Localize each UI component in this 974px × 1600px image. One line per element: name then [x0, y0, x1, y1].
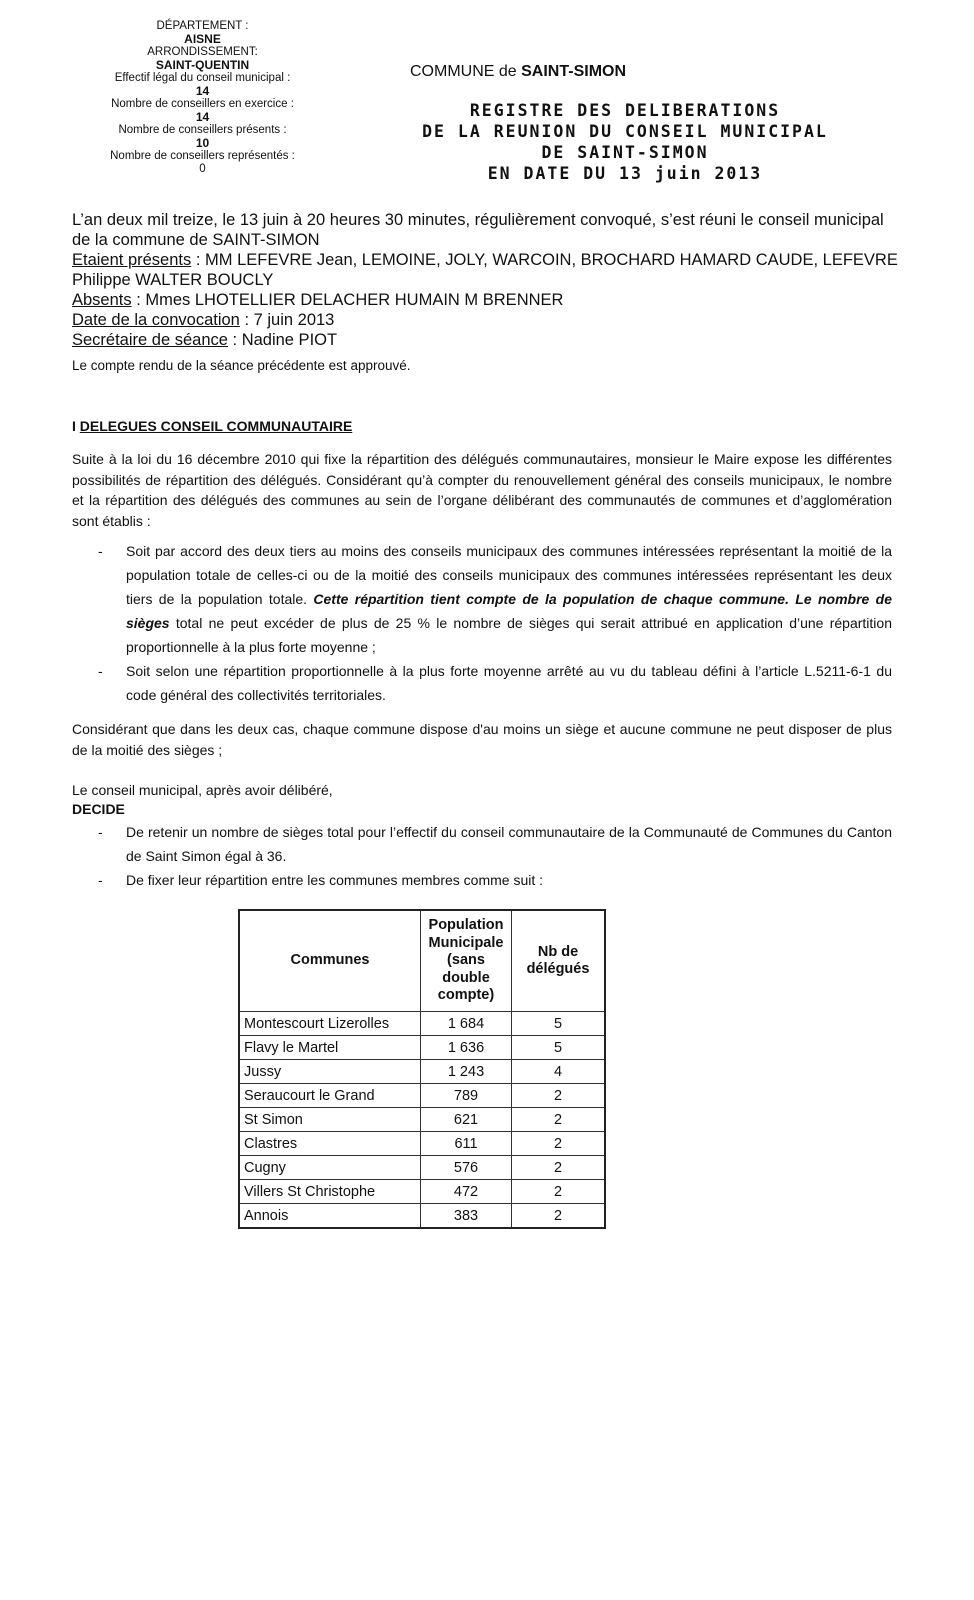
document-title — [385, 100, 865, 184]
cell-population: 789 — [421, 1084, 512, 1108]
table-row — [239, 1108, 605, 1132]
dash-bullet: - — [98, 663, 103, 679]
cell-delegues: 4 — [512, 1060, 606, 1084]
header-communes: Communes — [239, 910, 421, 1012]
presents-count-label: Nombre de conseillers présents : — [118, 124, 287, 136]
paragraph-deliberated: Le conseil municipal, après avoir délibéré, — [72, 782, 333, 798]
table-row — [239, 1180, 605, 1204]
cell-commune: Flavy le Martel — [239, 1036, 421, 1060]
approval-statement: Le compte rendu de la séance précédente est approuvé. — [72, 358, 411, 373]
absents-line — [72, 290, 902, 310]
header-population: Population Municipale (sans double compte) — [421, 910, 512, 1012]
title-line: EN DATE DU 13 juin 2013 — [487, 164, 763, 183]
decisions-list — [90, 820, 892, 892]
cell-delegues: 2 — [512, 1084, 606, 1108]
absents-label: Absents — [72, 291, 132, 309]
dash-bullet: - — [98, 543, 103, 559]
cell-commune: Clastres — [239, 1132, 421, 1156]
convocation-line — [72, 310, 902, 330]
cell-commune: Cugny — [239, 1156, 421, 1180]
cell-population: 1 684 — [421, 1012, 512, 1036]
cell-commune: Montescourt Lizerolles — [239, 1012, 421, 1036]
decision-text: De fixer leur répartition entre les communes membres comme suit : — [126, 872, 544, 888]
meeting-intro — [72, 210, 902, 350]
cell-population: 1 243 — [421, 1060, 512, 1084]
dash-bullet: - — [98, 824, 103, 840]
exercice-value: 14 — [195, 110, 210, 124]
cell-delegues: 5 — [512, 1012, 606, 1036]
cell-population: 611 — [421, 1132, 512, 1156]
decision-text: De retenir un nombre de sièges total pour l’effectif du conseil communautaire de la Communauté de Communes du Canton de Saint Simon égal à 36. — [126, 824, 892, 864]
list-item — [90, 539, 892, 659]
effectif-value: 14 — [195, 84, 210, 98]
cell-delegues: 5 — [512, 1036, 606, 1060]
table-row — [239, 1036, 605, 1060]
absents-value: : Mmes LHOTELLIER DELACHER HUMAIN M BRENNER — [131, 291, 564, 309]
commune-heading — [410, 63, 626, 81]
departement-value: AISNE — [184, 32, 221, 46]
departement-label: DÉPARTEMENT : — [156, 20, 249, 32]
section-heading — [72, 418, 352, 434]
cell-commune: Annois — [239, 1204, 421, 1229]
cell-population: 472 — [421, 1180, 512, 1204]
cell-delegues: 2 — [512, 1180, 606, 1204]
commune-name: SAINT-SIMON — [521, 63, 627, 80]
presents-value: : MM LEFEVRE Jean, LEMOINE, JOLY, WARCOIN, BROCHARD HAMARD CAUDE, LEFEVRE Philippe WALTER BOUCLY — [72, 251, 898, 289]
presents-label: Etaient présents — [72, 251, 192, 269]
cell-delegues: 2 — [512, 1108, 606, 1132]
section-title: DELEGUES CONSEIL COMMUNAUTAIRE — [79, 418, 353, 434]
section-number: I — [72, 418, 80, 434]
convocation-label: Date de la convocation — [72, 311, 240, 329]
presents-count-value: 10 — [195, 136, 210, 150]
secretaire-label: Secrétaire de séance — [72, 331, 228, 349]
representes-value: 0 — [199, 163, 206, 175]
exercice-label: Nombre de conseillers en exercice : — [111, 98, 294, 110]
cell-population: 576 — [421, 1156, 512, 1180]
cell-commune: Villers St Christophe — [239, 1180, 421, 1204]
table-row — [239, 1132, 605, 1156]
decide-heading: DECIDE — [72, 801, 125, 817]
title-line: DE SAINT-SIMON — [541, 143, 709, 162]
cell-population: 621 — [421, 1108, 512, 1132]
table-row — [239, 1156, 605, 1180]
bullet-text: total ne peut excéder de plus de 25 % le nombre de sièges qui serait attribué en application d’une répartition proportionnelle à la plus forte moyenne ; — [126, 615, 892, 655]
cell-delegues: 2 — [512, 1204, 606, 1229]
table-row — [239, 1012, 605, 1036]
cell-delegues: 2 — [512, 1132, 606, 1156]
arrondissement-value: SAINT-QUENTIN — [155, 58, 250, 72]
header-delegues: Nb de délégués — [512, 910, 606, 1012]
convocation-value: : 7 juin 2013 — [239, 311, 335, 329]
bullet-text: Soit selon une répartition proportionnelle à la plus forte moyenne arrêté au vu du tableau défini à l’article L.5211-6-1 du code général des collectivités territoriales. — [126, 663, 892, 703]
arrondissement-label: ARRONDISSEMENT: — [147, 46, 258, 58]
cell-commune: St Simon — [239, 1108, 421, 1132]
list-item — [90, 820, 892, 868]
cell-commune: Jussy — [239, 1060, 421, 1084]
commune-info-block — [85, 20, 320, 176]
cell-population: 383 — [421, 1204, 512, 1229]
delegates-table — [238, 909, 606, 1229]
representes-label: Nombre de conseillers représentés : — [110, 150, 295, 162]
secretaire-line — [72, 330, 902, 350]
bullet-text: Soit par accord des deux tiers au moins des conseils municipaux des communes intéressées représentant la moitié de la population totale de celles-ci ou de la moitié des conseils municipaux des communes intéressées représentant les deux tiers de la population totale. — [126, 543, 892, 607]
table-row — [239, 1204, 605, 1229]
paragraph-context: Suite à la loi du 16 décembre 2010 qui fixe la répartition des délégués communautaires, monsieur le Maire expose les différentes possibilités de répartition des délégués. Considérant qu’à compter du renouvellement général des conseils municipaux, le nombre et la répartition des délégués des communes au sein de l’organe délibérant des communautés de communes et d’agglomération sont établis : — [72, 451, 892, 529]
list-item — [90, 659, 892, 707]
title-line: DE LA REUNION DU CONSEIL MUNICIPAL — [422, 122, 828, 141]
table-row — [239, 1060, 605, 1084]
cell-delegues: 2 — [512, 1156, 606, 1180]
options-list — [90, 539, 892, 707]
cell-commune: Seraucourt le Grand — [239, 1084, 421, 1108]
table-header-row — [239, 910, 605, 1012]
dash-bullet: - — [98, 872, 103, 888]
opening-text: L’an deux mil treize, le 13 juin à 20 heures 30 minutes, régulièrement convoqué, s’est réuni le conseil municipal de la commune de SAINT-SIMON — [72, 211, 884, 249]
paragraph-considering: Considérant que dans les deux cas, chaque commune dispose d'au moins un siège et aucune commune ne peut disposer de plus de la moitié des sièges ; — [72, 721, 892, 758]
presents-line — [72, 250, 902, 290]
title-line: REGISTRE DES DELIBERATIONS — [469, 101, 781, 120]
cell-population: 1 636 — [421, 1036, 512, 1060]
effectif-label: Effectif légal du conseil municipal : — [114, 72, 291, 84]
commune-prefix: COMMUNE de — [410, 63, 522, 80]
bullet-emphasis: Cette répartition tient compte de la population de chaque commune. Le nombre de sièges — [126, 591, 892, 631]
table-row — [239, 1084, 605, 1108]
secretaire-value: : Nadine PIOT — [227, 331, 338, 349]
list-item — [90, 868, 892, 892]
